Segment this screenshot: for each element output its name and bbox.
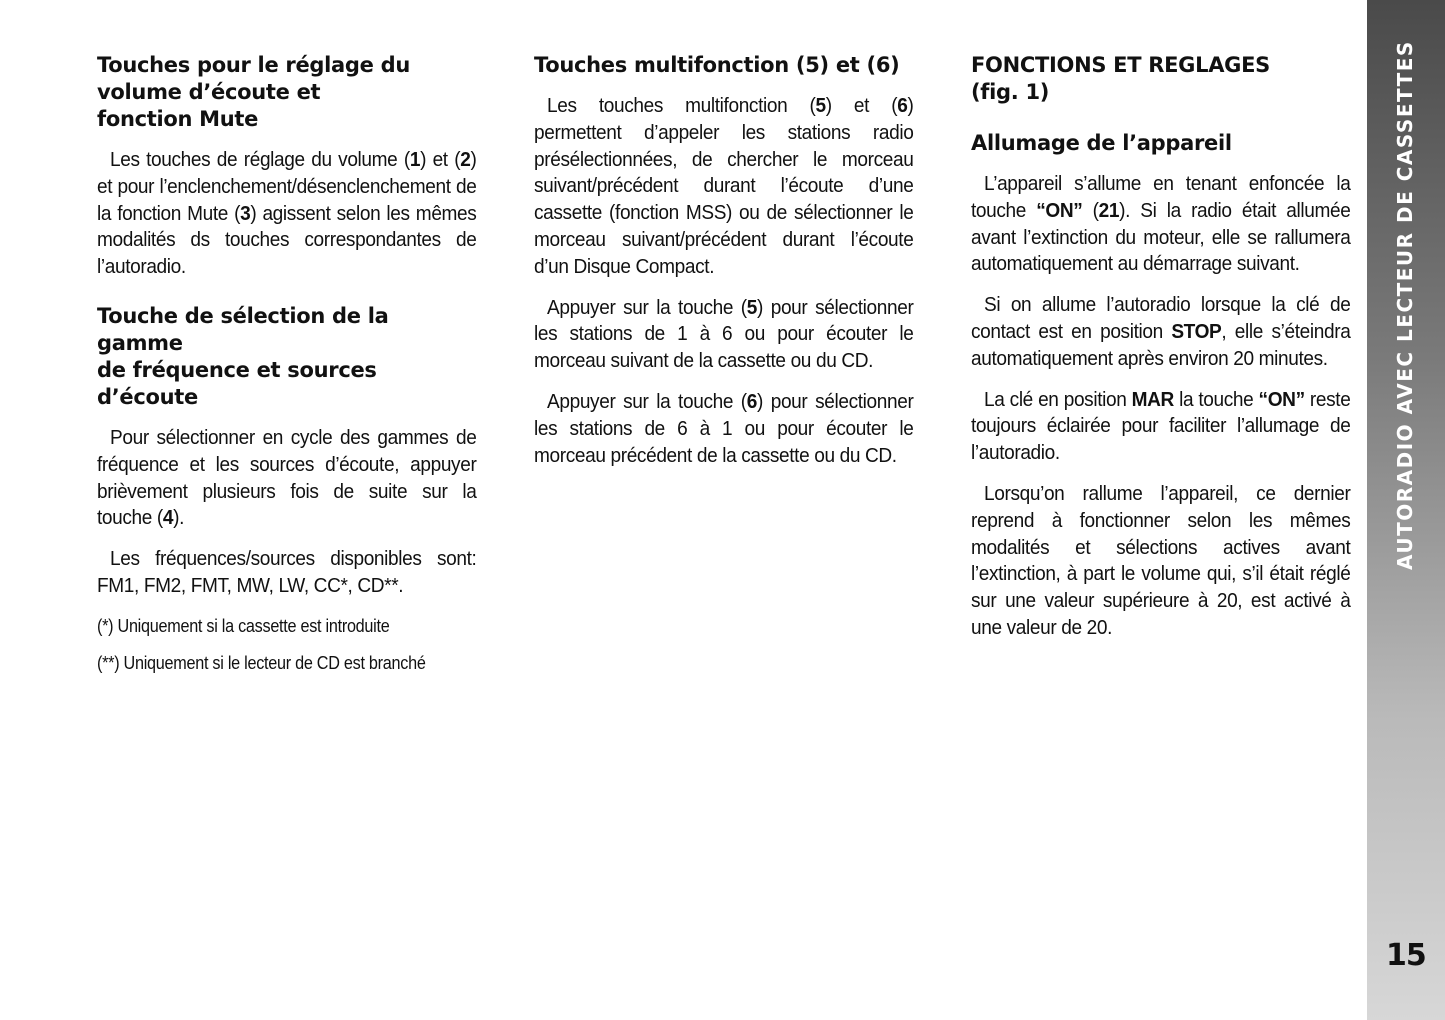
footnote-cassette: (*) Uniquement si la cassette est introduite <box>97 615 390 636</box>
heading-line: volume d’écoute et <box>97 80 321 104</box>
section-source-select <box>97 303 477 675</box>
column-left <box>97 52 477 697</box>
heading-power-on: Allumage de l’appareil <box>971 131 1232 155</box>
column-right <box>971 52 1351 656</box>
section-volume-mute <box>97 52 477 281</box>
heading-line: de fréquence et sources d’écoute <box>97 357 377 409</box>
paragraph-key-6: Appuyer sur la touche (6) pour sélectionner les stations de 6 à 1 ou pour écouter le morceau précédent de la cassette ou du CD. <box>534 389 914 467</box>
heading-line: FONCTIONS ET REGLAGES <box>971 53 1270 77</box>
chapter-title: AUTORADIO AVEC LECTEUR DE CASSETTES <box>1393 40 1417 570</box>
paragraph-restart: Lorsqu’on rallume l’appareil, ce dernier reprend à fonctionner selon les mêmes modalités et sélections actives avant l’extinction, à part le volume qui, s’il était réglé sur une valeur supérieure à 20, est activé à une valeur de 20. <box>971 481 1351 639</box>
paragraph-stop-position: Si on allume l’autoradio lorsque la clé de contact est en position STOP, elle s’éteindra automatiquement après environ 20 minutes. <box>971 293 1351 370</box>
paragraph-key-5: Appuyer sur la touche (5) pour sélectionner les stations de 1 à 6 ou pour écouter le morceau suivant de la cassette ou du CD. <box>534 295 914 373</box>
heading-volume-mute <box>97 52 477 133</box>
page-number: 15 <box>1386 938 1426 973</box>
paragraph-power-on: L’appareil s’allume en tenant enfoncée la touche “ON” (21). Si la radio était allumée avant l’extinction du moteur, elle se rallumera automatiquement au démarrage suivant. <box>971 172 1351 276</box>
heading-line: fonction Mute <box>97 107 259 131</box>
footnote-cd: (**) Uniquement si le lecteur de CD est branché <box>97 652 426 673</box>
paragraph-sources-list: Les fréquences/sources disponibles sont: FM1, FM2, FMT, MW, LW, CC*, CD**. <box>97 547 477 597</box>
heading-line: Touche de sélection de la gamme <box>97 303 389 355</box>
heading-functions <box>971 52 1351 106</box>
heading-multifunction: Touches multifonction (5) et (6) <box>534 53 900 77</box>
column-middle <box>534 52 914 483</box>
paragraph-source-cycle: Pour sélectionner en cycle des gammes de fréquence et les sources d’écoute, appuyer brièvement plusieurs fois de suite sur la touche (4). <box>97 425 477 530</box>
heading-line: Touches pour le réglage du <box>97 53 410 77</box>
paragraph-multifunction: Les touches multifonction (5) et (6) permettent d’appeler les stations radio présélectionnées, de chercher le morceau suivant/précédent durant l’écoute d’une cassette (fonction MSS) ou de sélectionner le morceau suivant/précédent durant l’écoute d’un Disque Compact. <box>534 94 914 278</box>
heading-source-select <box>97 303 477 411</box>
heading-line: (fig. 1) <box>971 80 1050 104</box>
paragraph-volume: Les touches de réglage du volume (1) et (2) et pour l’enclenchement/désenclenchement de la fonction Mute (3) agissent selon les mêmes modalités ds touches correspondantes de l’autoradio. <box>97 148 477 279</box>
paragraph-mar-position: La clé en position MAR la touche “ON” reste toujours éclairée pour faciliter l’allumage de l’autoradio. <box>971 387 1351 465</box>
